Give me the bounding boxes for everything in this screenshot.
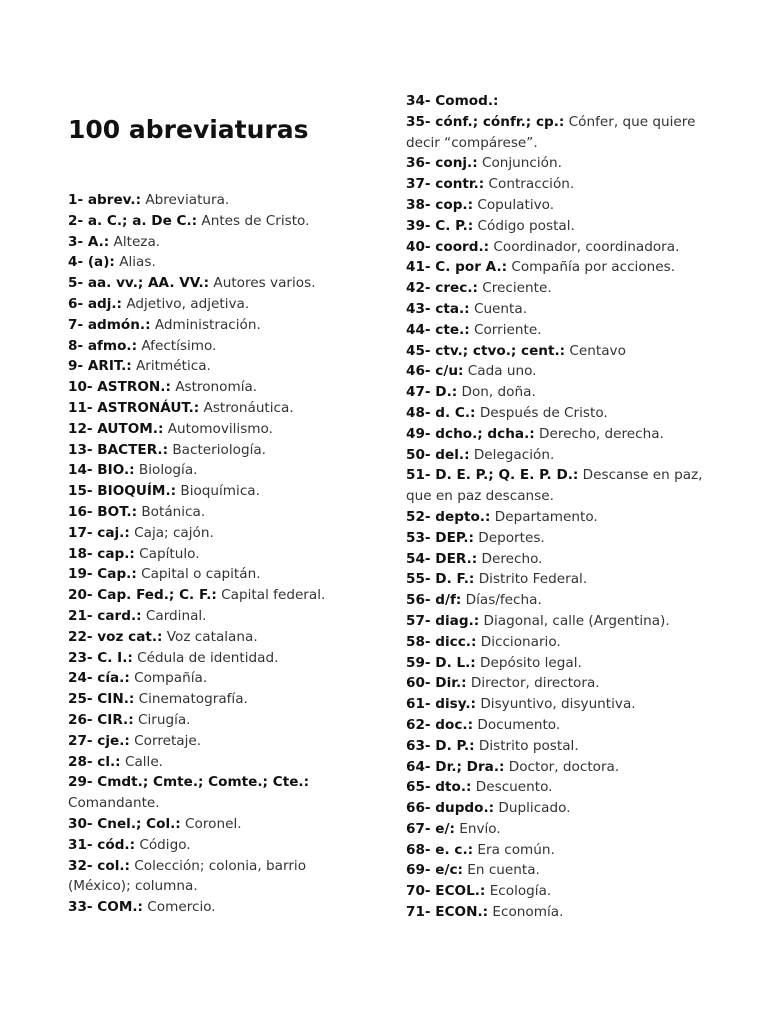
abbreviation-entry: [68, 897, 368, 918]
abbreviation-definition: Días/fecha.: [461, 592, 542, 609]
abbreviation-entry: [406, 632, 706, 653]
abbreviation-term: 60- Dir.:: [406, 675, 467, 692]
abbreviation-entry: [68, 627, 368, 648]
abbreviation-term: 22- voz cat.:: [68, 628, 163, 645]
abbreviation-entry: [68, 752, 368, 773]
abbreviation-list-right-column: [406, 91, 706, 923]
abbreviation-term: 49- dcho.; dcha.:: [406, 425, 535, 442]
abbreviation-definition: Cuenta.: [469, 300, 528, 317]
abbreviation-definition: Documento.: [473, 716, 561, 733]
abbreviation-definition: Departamento.: [490, 508, 598, 525]
abbreviation-entry: [68, 585, 368, 606]
abbreviation-term: 3- A.:: [68, 233, 110, 250]
abbreviation-entry: [68, 606, 368, 627]
abbreviation-term: 6- adj.:: [68, 295, 122, 312]
abbreviation-definition: Abreviatura.: [141, 192, 230, 208]
abbreviation-definition: Diagonal, calle (Argentina).: [479, 612, 670, 629]
abbreviation-definition: Compañía por acciones.: [507, 259, 676, 276]
abbreviation-term: 29- Cmdt.; Cmte.; Comte.; Cte.:: [68, 774, 310, 791]
abbreviation-term: 1- abrev.:: [68, 192, 142, 208]
abbreviation-term: 42- crec.:: [406, 280, 478, 297]
abbreviation-term: 34- Comod.:: [406, 93, 499, 109]
abbreviation-definition: Astronáutica.: [199, 399, 294, 416]
abbreviation-term: 43- cta.:: [406, 300, 470, 317]
abbreviation-entry: [68, 440, 368, 461]
abbreviation-definition: En cuenta.: [462, 862, 540, 879]
abbreviation-definition: Descuento.: [471, 779, 553, 796]
abbreviation-definition: Conjunción.: [477, 155, 562, 172]
abbreviation-definition: Administración.: [150, 316, 261, 333]
abbreviation-definition: Colección; colonia, barrio (México); columna.: [68, 857, 307, 895]
abbreviation-entry: [406, 195, 706, 216]
abbreviation-term: 32- col.:: [68, 857, 130, 874]
abbreviation-term: 38- cop.:: [406, 196, 474, 213]
abbreviation-definition: Economía.: [488, 904, 564, 921]
abbreviation-entry: [68, 731, 368, 752]
abbreviation-term: 11- ASTRONÁUT.:: [68, 399, 200, 416]
abbreviation-term: 26- CIR.:: [68, 711, 134, 728]
abbreviation-entry: [68, 356, 368, 377]
abbreviation-entry: [406, 611, 706, 632]
abbreviation-term: 28- cl.:: [68, 753, 121, 770]
abbreviation-entry: [406, 694, 706, 715]
abbreviation-definition: Biología.: [134, 462, 198, 479]
abbreviation-definition: Capital federal.: [216, 587, 326, 604]
abbreviation-term: 57- diag.:: [406, 612, 480, 629]
abbreviation-entry: [68, 856, 368, 898]
abbreviation-definition: Después de Cristo.: [475, 404, 608, 421]
abbreviation-term: 24- cía.:: [68, 670, 130, 687]
abbreviation-definition: Astronomía.: [170, 379, 258, 396]
abbreviation-term: 31- cód.:: [68, 836, 136, 853]
abbreviation-entry: [406, 736, 706, 757]
abbreviation-definition: Antes de Cristo.: [197, 212, 310, 229]
abbreviation-definition: Cónfer, que quiere decir “compárese”.: [406, 113, 696, 151]
abbreviation-entry: [68, 273, 368, 294]
abbreviation-term: 50- del.:: [406, 446, 470, 463]
abbreviation-term: 19- Cap.:: [68, 566, 137, 583]
abbreviation-entry: [406, 819, 706, 840]
abbreviation-definition: Alias.: [114, 254, 156, 271]
abbreviation-term: 14- BIO.:: [68, 462, 135, 479]
abbreviation-term: 62- doc.:: [406, 716, 474, 733]
abbreviation-entry: [68, 460, 368, 481]
abbreviation-entry: [406, 403, 706, 424]
abbreviation-term: 48- d. C.:: [406, 404, 476, 421]
abbreviation-definition: Bacteriología.: [168, 441, 267, 458]
abbreviation-entry: [406, 153, 706, 174]
abbreviation-term: 41- C. por A.:: [406, 259, 508, 276]
abbreviation-definition: Compañía.: [129, 670, 208, 687]
abbreviation-term: 16- BOT.:: [68, 503, 138, 520]
abbreviation-list-left-column: [68, 190, 368, 918]
abbreviation-entry: [406, 320, 706, 341]
abbreviation-term: 66- dupdo.:: [406, 800, 495, 817]
abbreviation-entry: [68, 710, 368, 731]
abbreviation-entry: [406, 278, 706, 299]
abbreviation-entry: [406, 881, 706, 902]
abbreviation-entry: [68, 668, 368, 689]
abbreviation-definition: Calle.: [120, 753, 164, 770]
abbreviation-definition: Adjetivo, adjetiva.: [122, 295, 250, 312]
abbreviation-definition: Cinematografía.: [134, 691, 248, 708]
abbreviation-definition: Creciente.: [477, 280, 552, 297]
abbreviation-entry: [68, 502, 368, 523]
abbreviation-definition: Comercio.: [142, 899, 216, 916]
abbreviation-entry: [406, 902, 706, 923]
abbreviation-term: 64- Dr.; Dra.:: [406, 758, 505, 775]
abbreviation-term: 10- ASTRON.:: [68, 379, 171, 396]
abbreviation-entry: [406, 777, 706, 798]
abbreviation-entry: [406, 673, 706, 694]
abbreviation-definition: Cada uno.: [463, 363, 537, 380]
abbreviation-definition: Don, doña.: [457, 384, 536, 401]
abbreviation-entry: [68, 481, 368, 502]
abbreviation-definition: Disyuntivo, disyuntiva.: [476, 696, 636, 713]
abbreviation-entry: [406, 528, 706, 549]
abbreviation-term: 59- D. L.:: [406, 654, 476, 671]
abbreviation-definition: Cardinal.: [141, 607, 207, 624]
abbreviation-entry: [68, 190, 368, 211]
abbreviation-definition: Autores varios.: [209, 275, 316, 292]
abbreviation-entry: [68, 814, 368, 835]
abbreviation-definition: Código postal.: [473, 217, 575, 234]
abbreviation-entry: [68, 377, 368, 398]
abbreviation-term: 63- D. P.:: [406, 737, 475, 754]
abbreviation-term: 68- e. c.:: [406, 841, 474, 858]
abbreviation-entry: [406, 798, 706, 819]
abbreviation-entry: [406, 569, 706, 590]
abbreviation-definition: Derecho.: [477, 550, 543, 567]
abbreviation-term: 44- cte.:: [406, 321, 470, 338]
abbreviation-definition: Código.: [135, 836, 191, 853]
abbreviation-definition: Corretaje.: [129, 732, 202, 749]
abbreviation-term: 20- Cap. Fed.; C. F.:: [68, 587, 217, 604]
abbreviation-entry: [406, 549, 706, 570]
abbreviation-definition: Delegación.: [469, 446, 555, 463]
abbreviation-term: 67- e/:: [406, 820, 455, 837]
page-title: 100 abreviaturas: [68, 115, 309, 144]
abbreviation-term: 8- afmo.:: [68, 337, 138, 354]
abbreviation-term: 21- card.:: [68, 607, 142, 624]
abbreviation-entry: [406, 715, 706, 736]
abbreviation-term: 27- cje.:: [68, 732, 130, 749]
abbreviation-definition: Copulativo.: [473, 196, 555, 213]
abbreviation-entry: [406, 757, 706, 778]
abbreviation-term: 7- admón.:: [68, 316, 151, 333]
abbreviation-term: 55- D. F.:: [406, 571, 475, 588]
abbreviation-term: 70- ECOL.:: [406, 883, 486, 900]
abbreviation-definition: Cirugía.: [133, 711, 191, 728]
abbreviation-entry: [406, 424, 706, 445]
abbreviation-term: 53- DEP.:: [406, 529, 474, 546]
abbreviation-definition: Capital o capitán.: [136, 566, 261, 583]
abbreviation-entry: [406, 299, 706, 320]
abbreviation-term: 36- conj.:: [406, 155, 478, 172]
abbreviation-entry: [406, 590, 706, 611]
abbreviation-definition: Depósito legal.: [475, 654, 582, 671]
abbreviation-definition: Director, directora.: [466, 675, 600, 692]
abbreviation-term: 71- ECON.:: [406, 904, 489, 921]
abbreviation-term: 46- c/u:: [406, 363, 464, 380]
abbreviation-entry: [68, 772, 368, 814]
abbreviation-term: 33- COM.:: [68, 899, 143, 916]
abbreviation-definition: Envío.: [454, 820, 501, 837]
abbreviation-entry: [68, 211, 368, 232]
abbreviation-term: 61- disy.:: [406, 696, 476, 713]
abbreviation-definition: Diccionario.: [476, 633, 561, 650]
abbreviation-definition: Automovilismo.: [163, 420, 273, 437]
abbreviation-definition: Coronel.: [180, 815, 242, 832]
abbreviation-entry: [68, 315, 368, 336]
abbreviation-entry: [406, 445, 706, 466]
abbreviation-entry: [68, 252, 368, 273]
abbreviation-definition: Cédula de identidad.: [132, 649, 279, 666]
abbreviation-term: 18- cap.:: [68, 545, 135, 562]
abbreviation-entry: [68, 648, 368, 669]
abbreviation-definition: Centavo: [565, 342, 626, 359]
abbreviation-definition: Comandante.: [68, 795, 160, 812]
abbreviation-definition: Voz catalana.: [162, 628, 258, 645]
abbreviation-definition: Descanse en paz, que en paz descanse.: [406, 467, 703, 505]
abbreviation-term: 45- ctv.; ctvo.; cent.:: [406, 342, 566, 359]
abbreviation-term: 69- e/c:: [406, 862, 463, 879]
abbreviation-entry: [406, 257, 706, 278]
abbreviation-definition: Caja; cajón.: [129, 524, 214, 541]
abbreviation-term: 51- D. E. P.; Q. E. P. D.:: [406, 467, 579, 484]
abbreviation-term: 40- coord.:: [406, 238, 490, 255]
abbreviation-entry: [406, 840, 706, 861]
abbreviation-entry: [68, 689, 368, 710]
abbreviation-definition: Era común.: [473, 841, 555, 858]
abbreviation-entry: [68, 398, 368, 419]
abbreviation-entry: [68, 294, 368, 315]
abbreviation-entry: [68, 419, 368, 440]
abbreviation-entry: [68, 336, 368, 357]
abbreviation-term: 47- D.:: [406, 384, 458, 401]
abbreviation-definition: Distrito Federal.: [474, 571, 588, 588]
abbreviation-definition: Distrito postal.: [474, 737, 579, 754]
abbreviation-entry: [68, 232, 368, 253]
abbreviation-entry: [406, 237, 706, 258]
abbreviation-term: 9- ARIT.:: [68, 358, 132, 375]
abbreviation-definition: Afectísimo.: [137, 337, 217, 354]
abbreviation-entry: [406, 361, 706, 382]
abbreviation-entry: [406, 174, 706, 195]
abbreviation-definition: Derecho, derecha.: [534, 425, 664, 442]
abbreviation-term: 2- a. C.; a. De C.:: [68, 212, 198, 229]
abbreviation-entry: [406, 112, 706, 154]
abbreviation-definition: Capítulo.: [134, 545, 200, 562]
abbreviation-term: 17- caj.:: [68, 524, 130, 541]
abbreviation-entry: [406, 341, 706, 362]
abbreviation-definition: Ecología.: [485, 883, 552, 900]
abbreviation-entry: [68, 523, 368, 544]
abbreviation-definition: Doctor, doctora.: [504, 758, 620, 775]
abbreviation-term: 25- CIN.:: [68, 691, 135, 708]
abbreviation-term: 52- depto.:: [406, 508, 491, 525]
abbreviation-definition: Deportes.: [473, 529, 545, 546]
abbreviation-definition: Aritmética.: [131, 358, 211, 375]
abbreviation-entry: [406, 91, 706, 112]
abbreviation-term: 30- Cnel.; Col.:: [68, 815, 181, 832]
abbreviation-entry: [406, 465, 706, 507]
abbreviation-term: 65- dto.:: [406, 779, 472, 796]
abbreviation-entry: [406, 507, 706, 528]
abbreviation-entry: [68, 544, 368, 565]
abbreviation-term: 4- (a):: [68, 254, 115, 271]
abbreviation-definition: Bioquímica.: [176, 483, 260, 500]
abbreviation-entry: [406, 216, 706, 237]
abbreviation-term: 54- DER.:: [406, 550, 478, 567]
abbreviation-definition: Corriente.: [469, 321, 542, 338]
abbreviation-definition: Alteza.: [109, 233, 161, 250]
abbreviation-term: 5- aa. vv.; AA. VV.:: [68, 275, 210, 292]
abbreviation-entry: [406, 860, 706, 881]
abbreviation-definition: Botánica.: [137, 503, 206, 520]
abbreviation-definition: Coordinador, coordinadora.: [489, 238, 680, 255]
abbreviation-definition: Duplicado.: [494, 800, 571, 817]
abbreviation-definition: Contracción.: [484, 176, 575, 193]
abbreviation-term: 58- dicc.:: [406, 633, 477, 650]
abbreviation-entry: [68, 835, 368, 856]
abbreviation-term: 12- AUTOM.:: [68, 420, 164, 437]
abbreviation-term: 15- BIOQUÍM.:: [68, 483, 177, 500]
abbreviation-term: 23- C. I.:: [68, 649, 133, 666]
abbreviation-entry: [406, 653, 706, 674]
abbreviation-term: 13- BACTER.:: [68, 441, 169, 458]
abbreviation-entry: [68, 564, 368, 585]
abbreviation-term: 39- C. P.:: [406, 217, 474, 234]
abbreviation-term: 56- d/f:: [406, 592, 462, 609]
abbreviation-term: 37- contr.:: [406, 176, 485, 193]
abbreviation-entry: [406, 382, 706, 403]
abbreviation-term: 35- cónf.; cónfr.; cp.:: [406, 113, 565, 130]
